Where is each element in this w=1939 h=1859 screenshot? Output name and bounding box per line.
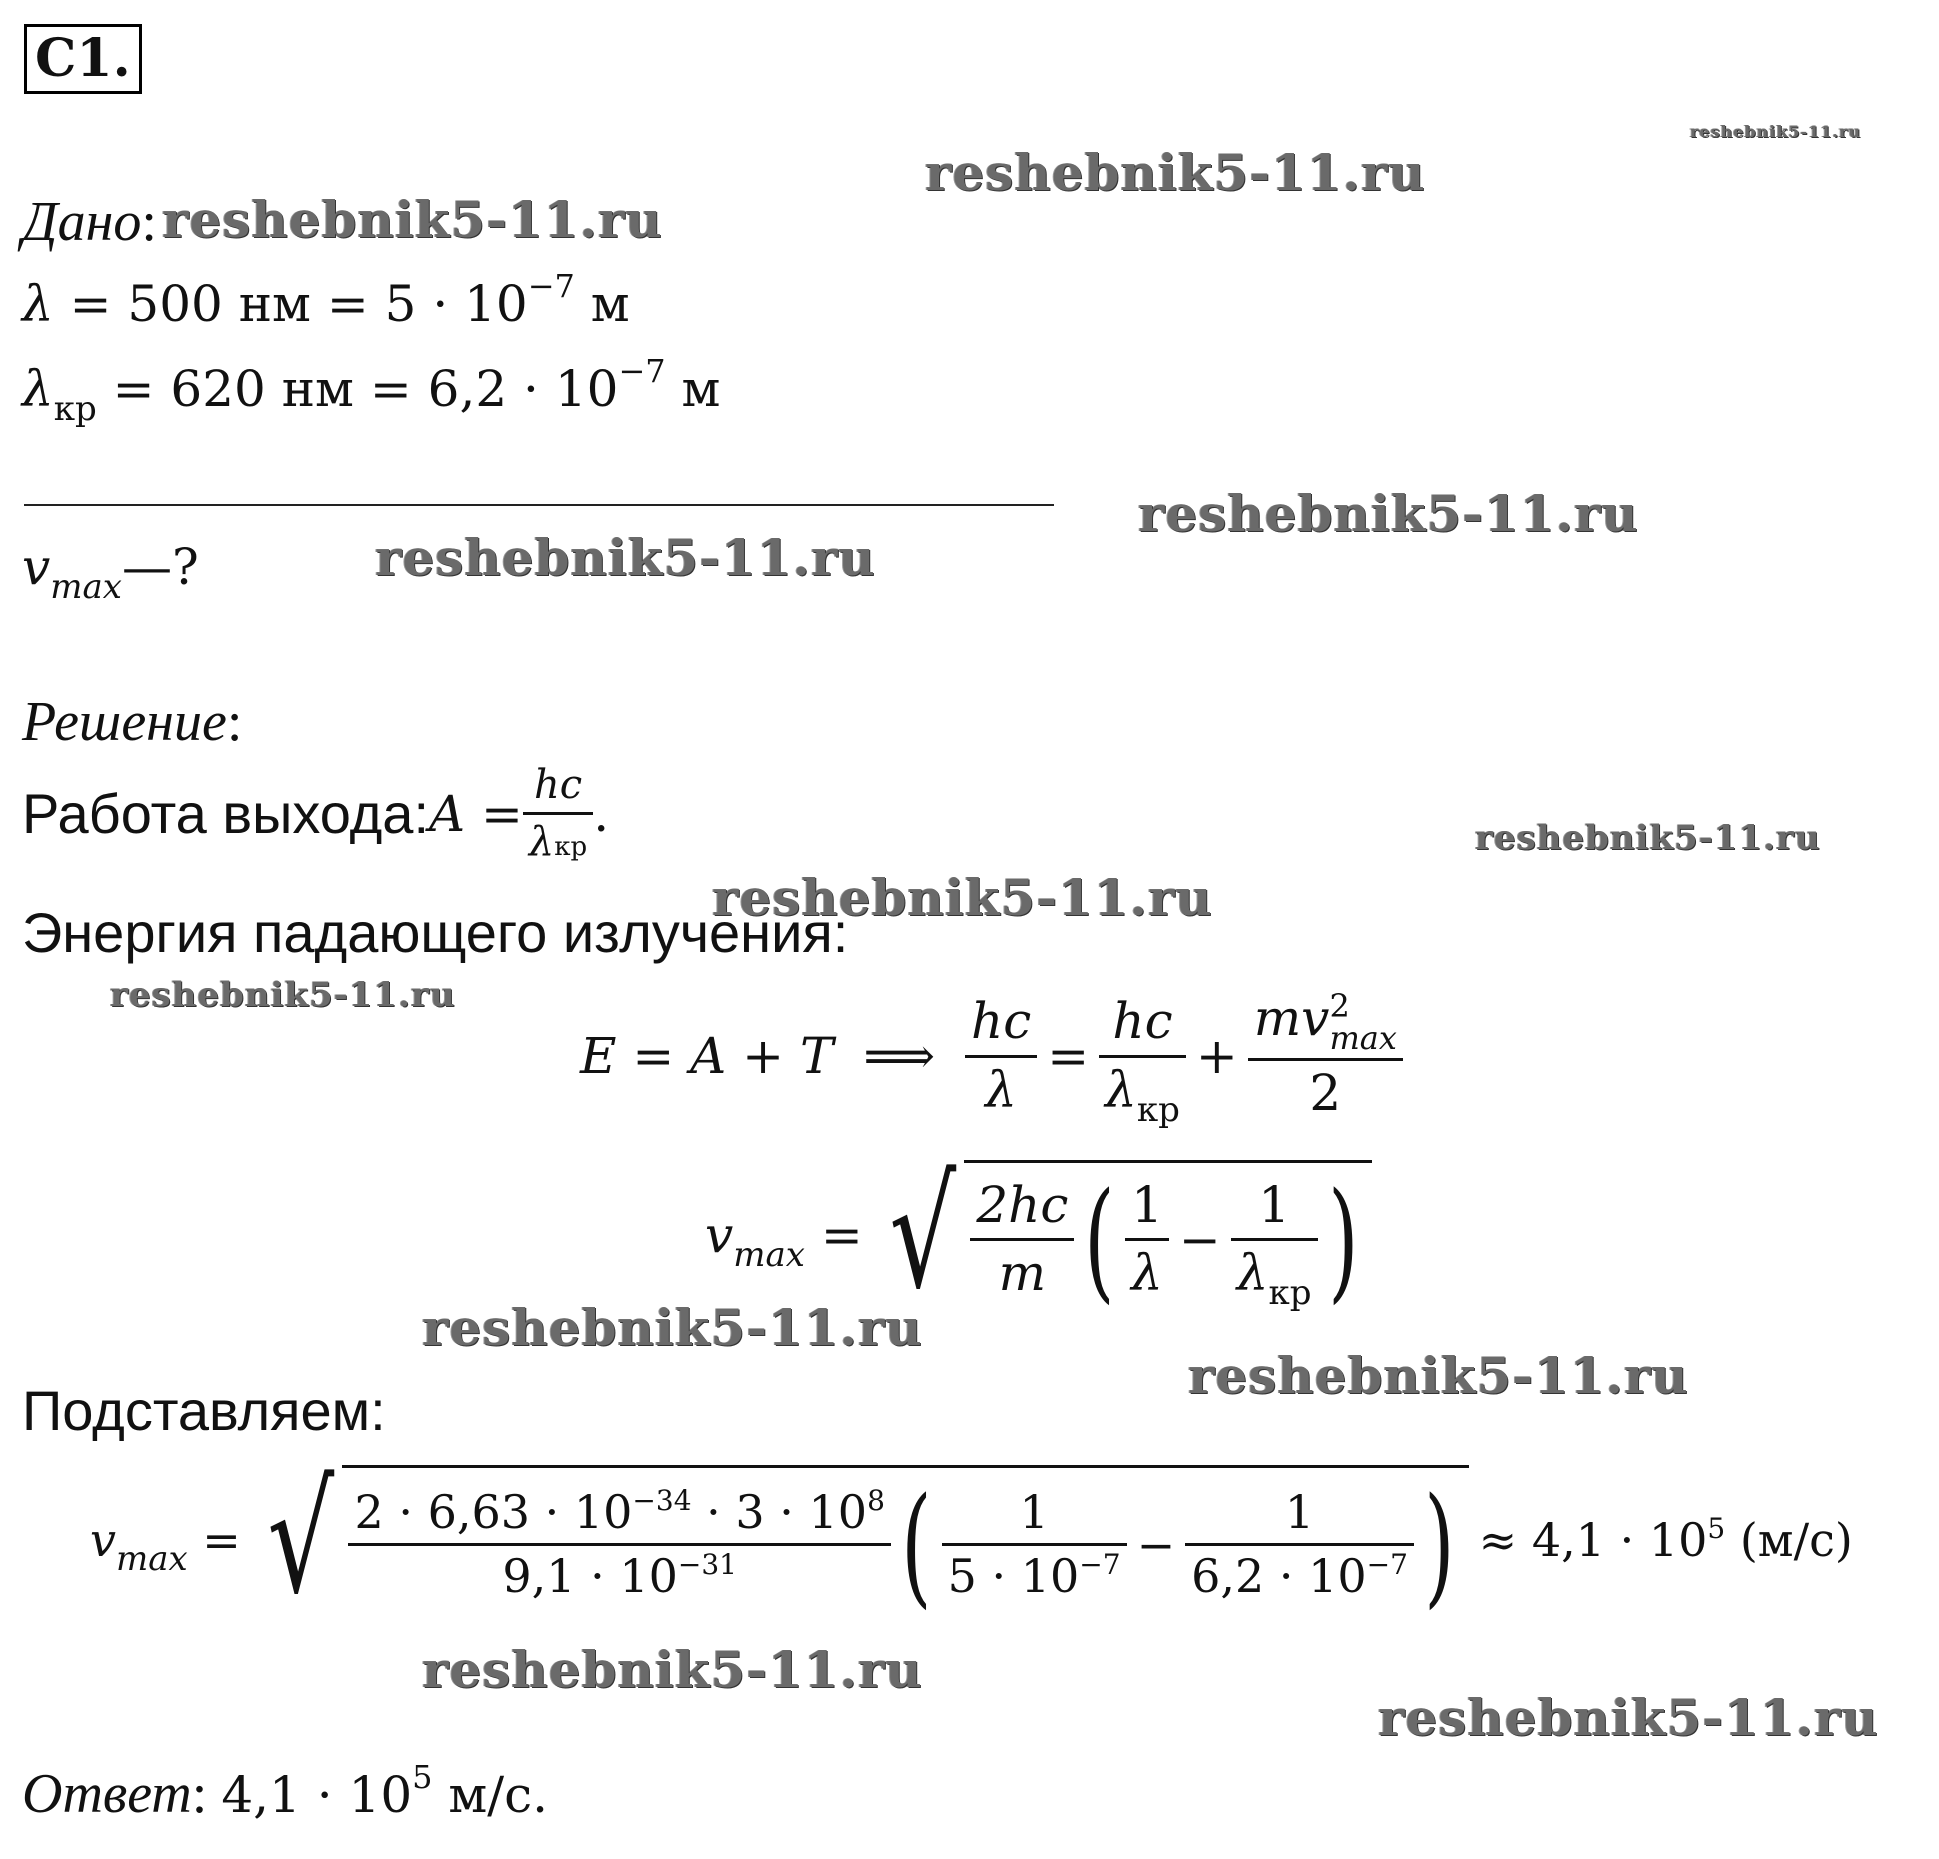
eq3-num-b: · 3 · 10	[691, 1485, 868, 1540]
energy-text: Энергия падающего излучения:	[22, 901, 849, 964]
eq3-num-a-exp: −34	[632, 1484, 692, 1518]
lambda-kr-subscript: кр	[53, 389, 97, 429]
eq1-f2-numerator: hc	[1112, 992, 1173, 1051]
watermark: reshebnik5-11.ru	[375, 528, 876, 587]
find-subscript: max	[50, 567, 122, 607]
eq3-result-exp: 5	[1707, 1512, 1726, 1545]
eq1-f1-denominator: λ	[985, 1060, 1017, 1119]
eq3-lhs-symbol: v	[90, 1513, 116, 1567]
eq2-lhs	[705, 1206, 863, 1275]
eq3-a-den: 5 · 10	[947, 1549, 1080, 1603]
fraction-bar	[1248, 1058, 1403, 1061]
solution-heading	[22, 690, 242, 754]
work-function-denominator	[523, 819, 593, 865]
eq1-plus: +	[1195, 1027, 1238, 1086]
watermark: reshebnik5-11.ru	[1138, 484, 1639, 543]
eq3-equals: =	[187, 1513, 241, 1567]
eq2-b-numerator: 1	[1258, 1175, 1291, 1234]
fraction-bar	[1125, 1238, 1169, 1241]
given-lambda	[22, 267, 630, 333]
watermark: reshebnik5-11.ru	[1378, 1688, 1879, 1747]
work-function-dot: .	[593, 784, 610, 843]
eq1-f3-denominator: 2	[1309, 1064, 1342, 1122]
eq3-num-b-exp: 8	[867, 1484, 885, 1518]
eq2-minus: −	[1178, 1210, 1221, 1269]
eq3-main-numerator	[348, 1486, 890, 1539]
answer-unit: м/с.	[432, 1766, 549, 1824]
fraction-bar	[348, 1543, 890, 1546]
right-paren: )	[1327, 1163, 1359, 1316]
eq1-f2-denominator	[1099, 1060, 1186, 1130]
eq3-b-numerator: 1	[1284, 1485, 1315, 1540]
lambda-kr-unit: м	[665, 360, 721, 418]
eq3-b-den-exp: −7	[1366, 1548, 1408, 1581]
solution-label: Решение	[22, 691, 227, 753]
watermark: reshebnik5-11.ru	[162, 190, 663, 249]
fraction-bar	[1099, 1055, 1186, 1058]
eq2-fraction-a	[1125, 1177, 1169, 1303]
find-symbol: v	[22, 538, 51, 596]
lambda-symbol: λ	[22, 275, 54, 333]
given-label: Дано	[22, 191, 142, 253]
given-heading	[22, 190, 157, 254]
task-label: С1.	[24, 24, 142, 94]
eq2-fraction-b	[1231, 1175, 1318, 1313]
work-function-text: Работа выхода:	[22, 782, 430, 845]
watermark: reshebnik5-11.ru	[422, 1640, 923, 1699]
sqrt-sign: √	[267, 1453, 335, 1627]
eq3-fraction-main	[348, 1486, 890, 1603]
eq3-b-denominator	[1185, 1550, 1414, 1603]
eq3-a-numerator: 1	[1019, 1485, 1049, 1540]
eq2-lhs-symbol: v	[705, 1206, 734, 1264]
eq3-main-denominator	[496, 1550, 743, 1603]
eq1-fraction-1	[965, 993, 1037, 1119]
fraction-bar	[1231, 1238, 1318, 1241]
fraction-bar	[1185, 1543, 1414, 1546]
eq2-b-den-symbol: λ	[1236, 1244, 1269, 1302]
eq1-f3-scripts	[1329, 987, 1397, 1057]
eq2-equals: =	[804, 1206, 863, 1264]
answer-value: 4,1 · 10	[221, 1766, 413, 1824]
left-paren: (	[901, 1468, 932, 1621]
eq1-f1-numerator: hc	[971, 992, 1032, 1051]
lambda-equation: = 500 нм = 5 · 10	[53, 275, 528, 333]
fraction-bar	[970, 1238, 1074, 1241]
eq1-f3-numerator	[1248, 987, 1403, 1057]
eq3-result-unit: (м/с)	[1725, 1513, 1853, 1567]
watermark: reshebnik5-11.ru	[712, 868, 1213, 927]
eq2-main-numerator: 2hc	[976, 1175, 1069, 1234]
eq3-lhs-subscript: max	[116, 1539, 188, 1579]
eq2-sqrt-content	[964, 1160, 1372, 1316]
energy-equation	[580, 987, 1403, 1130]
velocity-formula	[705, 1148, 1372, 1322]
work-function-lhs: A =	[429, 784, 523, 843]
answer-label: Ответ	[22, 1763, 192, 1825]
watermark: reshebnik5-11.ru	[1690, 122, 1862, 141]
given-lambda-kr	[22, 352, 721, 429]
eq2-a-denominator: λ	[1131, 1244, 1163, 1302]
lambda-kr-symbol: λ	[22, 360, 54, 418]
eq1-f2-den-symbol: λ	[1105, 1060, 1137, 1119]
fraction-bar	[942, 1543, 1127, 1546]
eq3-den: 9,1 · 10	[502, 1549, 678, 1603]
eq3-fraction-a	[942, 1486, 1127, 1603]
eq3-sqrt	[253, 1453, 1469, 1627]
eq3-fraction-b	[1185, 1486, 1414, 1603]
eq2-a-numerator: 1	[1131, 1175, 1163, 1234]
solution-colon: :	[226, 691, 243, 753]
lambda-kr-exponent: −7	[618, 352, 666, 390]
eq3-sqrt-content	[342, 1465, 1468, 1621]
find-quantity	[22, 538, 199, 607]
eq1-lhs: E = A + T	[580, 1027, 834, 1086]
eq1-f3-num-base: mv	[1253, 989, 1330, 1047]
eq1-f3-sup: 2	[1329, 987, 1350, 1025]
given-colon: :	[141, 191, 157, 253]
eq1-f2-den-subscript: кр	[1136, 1089, 1180, 1130]
left-paren: (	[1084, 1163, 1115, 1316]
eq2-main-denominator: m	[998, 1244, 1047, 1302]
eq3-b-den: 6,2 · 10	[1191, 1549, 1367, 1603]
work-function-fraction	[523, 762, 593, 865]
fraction-bar	[965, 1055, 1037, 1058]
answer-exponent: 5	[412, 1758, 433, 1796]
eq2-sqrt	[875, 1148, 1373, 1322]
fraction-bar	[523, 812, 593, 815]
lambda-exponent: −7	[527, 267, 575, 305]
eq3-den-exp: −31	[677, 1548, 737, 1581]
eq3-num-a: 2 · 6,63 · 10	[354, 1485, 633, 1540]
watermark: reshebnik5-11.ru	[925, 143, 1426, 202]
right-paren: )	[1424, 1468, 1455, 1621]
given-divider	[24, 504, 1054, 506]
answer-colon: :	[191, 1763, 222, 1825]
eq3-minus: −	[1136, 1517, 1176, 1572]
eq2-lhs-subscript: max	[733, 1235, 805, 1275]
answer-line	[22, 1758, 549, 1826]
lambda-kr-equation: = 620 нм = 6,2 · 10	[96, 360, 619, 418]
work-den-subscript: кр	[554, 832, 588, 862]
eq3-a-denominator	[942, 1550, 1127, 1603]
substitution-equation	[90, 1453, 1853, 1627]
eq3-result-value: ≈ 4,1 · 10	[1478, 1513, 1708, 1567]
watermark: reshebnik5-11.ru	[1475, 818, 1821, 858]
watermark: reshebnik5-11.ru	[110, 975, 456, 1015]
eq1-equals: =	[1047, 1027, 1090, 1086]
eq2-b-den-subscript: кр	[1268, 1273, 1312, 1313]
work-function-line	[22, 762, 609, 865]
lambda-unit: м	[574, 275, 630, 333]
sqrt-sign: √	[889, 1148, 956, 1322]
watermark: reshebnik5-11.ru	[422, 1298, 923, 1357]
eq1-f3-sub: max	[1329, 1019, 1397, 1057]
work-function-numerator: hc	[533, 762, 583, 808]
find-tail: —?	[121, 538, 199, 596]
eq3-a-den-exp: −7	[1079, 1548, 1121, 1581]
eq3-result	[1479, 1513, 1853, 1567]
eq1-fraction-2	[1099, 992, 1186, 1130]
eq2-b-denominator	[1231, 1244, 1318, 1313]
eq2-fraction-main	[970, 1177, 1074, 1303]
eq1-fraction-3	[1248, 987, 1403, 1123]
eq1-implies: ⟹	[863, 1027, 936, 1086]
watermark: reshebnik5-11.ru	[1188, 1346, 1689, 1405]
eq3-lhs	[90, 1513, 241, 1579]
work-den-symbol: λ	[528, 819, 555, 865]
substitution-text: Подставляем:	[22, 1379, 386, 1442]
